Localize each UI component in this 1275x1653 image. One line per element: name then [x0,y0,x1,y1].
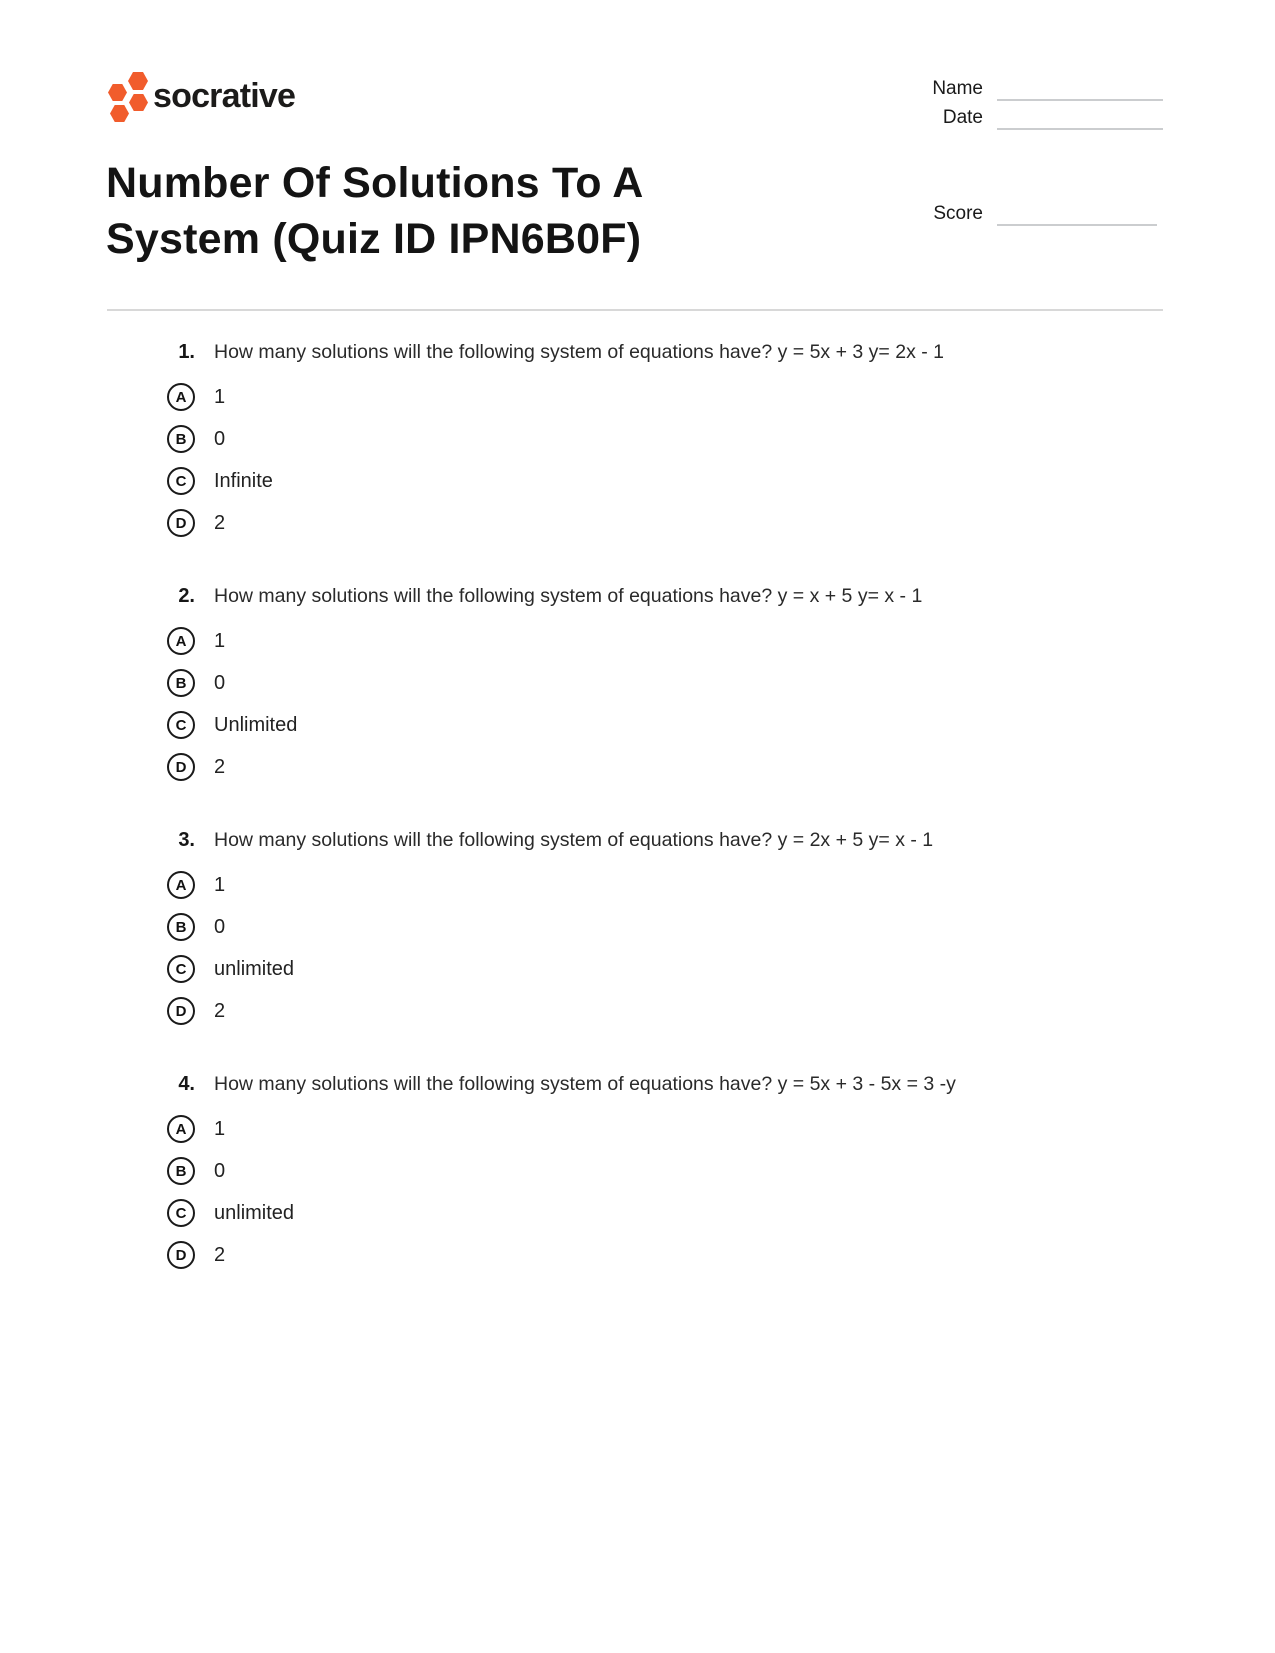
option-letter-badge [150,753,195,781]
question-number: 3. [178,829,195,851]
option-letter-badge [150,425,195,453]
option-row [150,704,1160,746]
question-text: How many solutions will the following system of equations have? y = 5x + 3 y= 2x - 1 [214,341,944,363]
hexagon-icon [108,84,127,101]
option-row [150,418,1160,460]
question-line [150,338,1160,366]
hexagon-icon [129,94,148,111]
option-letter-badge [150,509,195,537]
question-text: How many solutions will the following system of equations have? y = 5x + 3 - 5x = 3 -y [214,1073,956,1095]
option-letter-circle: A [167,871,195,899]
option-letter-circle: B [167,669,195,697]
option-text: 1 [214,385,226,408]
question-text: How many solutions will the following system of equations have? y = x + 5 y= x - 1 [214,585,923,607]
question-line [150,1070,1160,1098]
option-letter-badge [150,711,195,739]
options-group [150,376,1160,544]
option-letter-circle: B [167,1157,195,1185]
option-letter-badge [150,1241,195,1269]
options-group [150,620,1160,788]
score-field-row [860,201,1157,226]
question-block [150,826,1160,1032]
option-text: 2 [214,511,226,534]
option-letter-circle: A [167,627,195,655]
socrative-logo [105,68,335,126]
option-text: 2 [214,755,226,778]
option-text: 2 [214,999,226,1022]
option-row [150,948,1160,990]
question-text: How many solutions will the following system of equations have? y = 2x + 5 y= x - 1 [214,829,934,851]
option-text: 0 [214,1159,226,1182]
questions-list [150,338,1160,1314]
option-row [150,864,1160,906]
option-letter-badge [150,627,195,655]
question-line [150,826,1160,854]
option-letter-badge [150,871,195,899]
question-block [150,338,1160,544]
option-text: 1 [214,873,226,896]
option-letter-badge [150,383,195,411]
option-letter-circle: C [167,1199,195,1227]
option-letter-circle: C [167,467,195,495]
option-letter-circle: D [167,509,195,537]
option-letter-badge [150,913,195,941]
option-row [150,1108,1160,1150]
option-letter-circle: D [167,753,195,781]
divider [107,309,1163,311]
option-letter-circle: B [167,425,195,453]
option-row [150,1192,1160,1234]
option-text: unlimited [214,1201,295,1224]
question-number: 4. [178,1073,195,1095]
option-text: unlimited [214,957,295,980]
option-letter-badge [150,997,195,1025]
option-text: 1 [214,1117,226,1140]
option-row [150,502,1160,544]
option-letter-circle: B [167,913,195,941]
option-letter-badge [150,955,195,983]
option-letter-circle: D [167,1241,195,1269]
option-letter-badge [150,1199,195,1227]
quiz-title: Number Of Solutions To A System (Quiz ID IPN6B0F) [106,159,642,263]
option-row [150,620,1160,662]
option-row [150,990,1160,1032]
option-text: 2 [214,1243,226,1266]
hexagon-icon [110,105,129,122]
option-letter-badge [150,1115,195,1143]
options-group [150,1108,1160,1276]
date-field-row [860,105,1163,130]
option-row [150,906,1160,948]
option-letter-badge [150,467,195,495]
question-number: 1. [178,341,195,363]
options-group [150,864,1160,1032]
option-row [150,376,1160,418]
option-text: Unlimited [214,713,298,736]
option-letter-badge [150,669,195,697]
option-letter-circle: C [167,711,195,739]
option-text: 0 [214,671,226,694]
option-row [150,746,1160,788]
option-text: Infinite [214,469,273,492]
question-block [150,582,1160,788]
date-label: Date [942,107,983,128]
option-text: 1 [214,629,226,652]
option-letter-circle: D [167,997,195,1025]
option-letter-circle: A [167,1115,195,1143]
score-label: Score [933,203,983,224]
option-row [150,1150,1160,1192]
option-letter-badge [150,1157,195,1185]
option-row [150,662,1160,704]
option-text: 0 [214,915,226,938]
name-fill-line [997,76,1163,101]
option-letter-circle: A [167,383,195,411]
name-label: Name [932,78,983,99]
question-block [150,1070,1160,1276]
name-field-row [860,76,1163,101]
question-number: 2. [178,585,195,607]
score-fill-line [997,201,1157,226]
option-letter-circle: C [167,955,195,983]
option-row [150,1234,1160,1276]
date-fill-line [997,105,1163,130]
option-text: 0 [214,427,226,450]
logo-wordmark: socrative [153,77,296,115]
option-row [150,460,1160,502]
question-line [150,582,1160,610]
hexagon-icon [128,72,148,90]
